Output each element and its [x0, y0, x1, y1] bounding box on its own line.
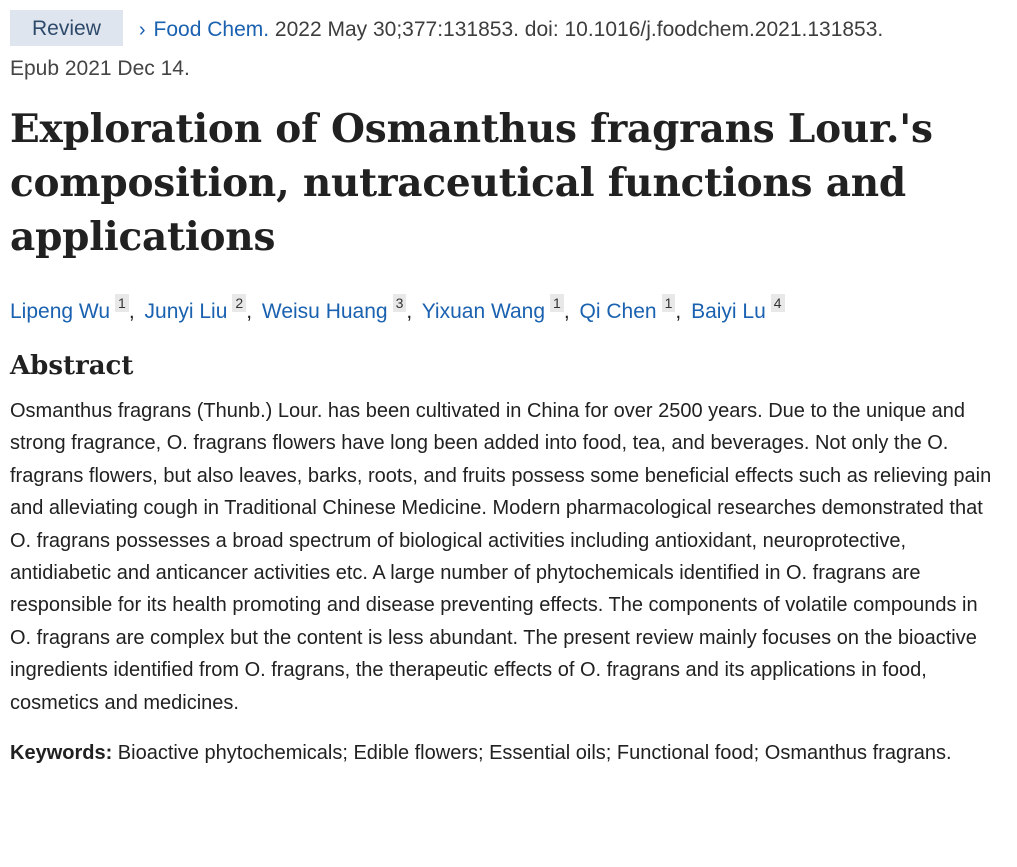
keywords-list: Bioactive phytochemicals; Edible flowers; Essential oils; Functional food; Osmanthus fragrans. — [112, 742, 952, 765]
article-type-badge: Review — [10, 10, 123, 46]
author-link[interactable]: Baiyi Lu — [691, 300, 766, 323]
author-link[interactable]: Yixuan Wang — [421, 300, 546, 323]
author-separator: , — [128, 300, 135, 323]
affiliation-badge[interactable]: 1 — [550, 294, 564, 312]
author-separator: , — [246, 300, 253, 323]
article-title: Exploration of Osmanthus fragrans Lour.'s composition, nutraceutical functions and applications — [10, 106, 933, 260]
keywords-label: Keywords: — [10, 742, 113, 765]
keywords — [10, 737, 999, 769]
author-link[interactable]: Junyi Liu — [144, 300, 228, 323]
chevron-right-icon[interactable]: › — [138, 19, 146, 41]
author-separator: , — [563, 300, 570, 323]
affiliation-badge[interactable]: 3 — [393, 294, 407, 312]
affiliation-badge[interactable]: 1 — [115, 294, 129, 312]
affiliation-badge[interactable]: 1 — [662, 294, 676, 312]
author-link[interactable]: Lipeng Wu — [10, 300, 111, 323]
abstract-text: Osmanthus fragrans (Thunb.) Lour. has been cultivated in China for over 2500 years. Due to the unique and strong fragrance, O. fragrans flowers have long been added into food, tea, and beverages. Not only the O. fragrans flowers, but also leaves, barks, roots, and fruits possess some beneficial effects such as relieving pain and alleviating cough in Traditional Chinese Medicine. Modern pharmacological researches demonstrated that O. fragrans possesses a broad spectrum of biological activities including antioxidant, neuroprotective, antidiabetic and anticancer activities etc. A large number of phytochemicals identified in O. fragrans are responsible for its health promoting and disease preventing effects. The components of volatile compounds in O. fragrans are complex but the content is less abundant. The present review mainly focuses on the bioactive ingredients identified from O. fragrans, the therapeutic effects of O. fragrans and its applications in food, cosmetics and medicines. — [10, 400, 992, 714]
author-separator: , — [675, 300, 682, 323]
citation-line — [10, 10, 999, 50]
citation-details: 2022 May 30;377:131853. doi: 10.1016/j.foodchem.2021.131853. — [269, 18, 884, 41]
journal-link[interactable]: Food Chem. — [153, 18, 270, 41]
author-link[interactable]: Weisu Huang — [261, 300, 388, 323]
epub-date: Epub 2021 Dec 14. — [10, 57, 190, 80]
abstract-heading: Abstract — [10, 351, 134, 381]
authors-list — [10, 294, 999, 329]
affiliation-badge[interactable]: 2 — [232, 294, 246, 312]
affiliation-badge[interactable]: 4 — [771, 294, 785, 312]
author-separator: , — [406, 300, 413, 323]
author-link[interactable]: Qi Chen — [579, 300, 657, 323]
